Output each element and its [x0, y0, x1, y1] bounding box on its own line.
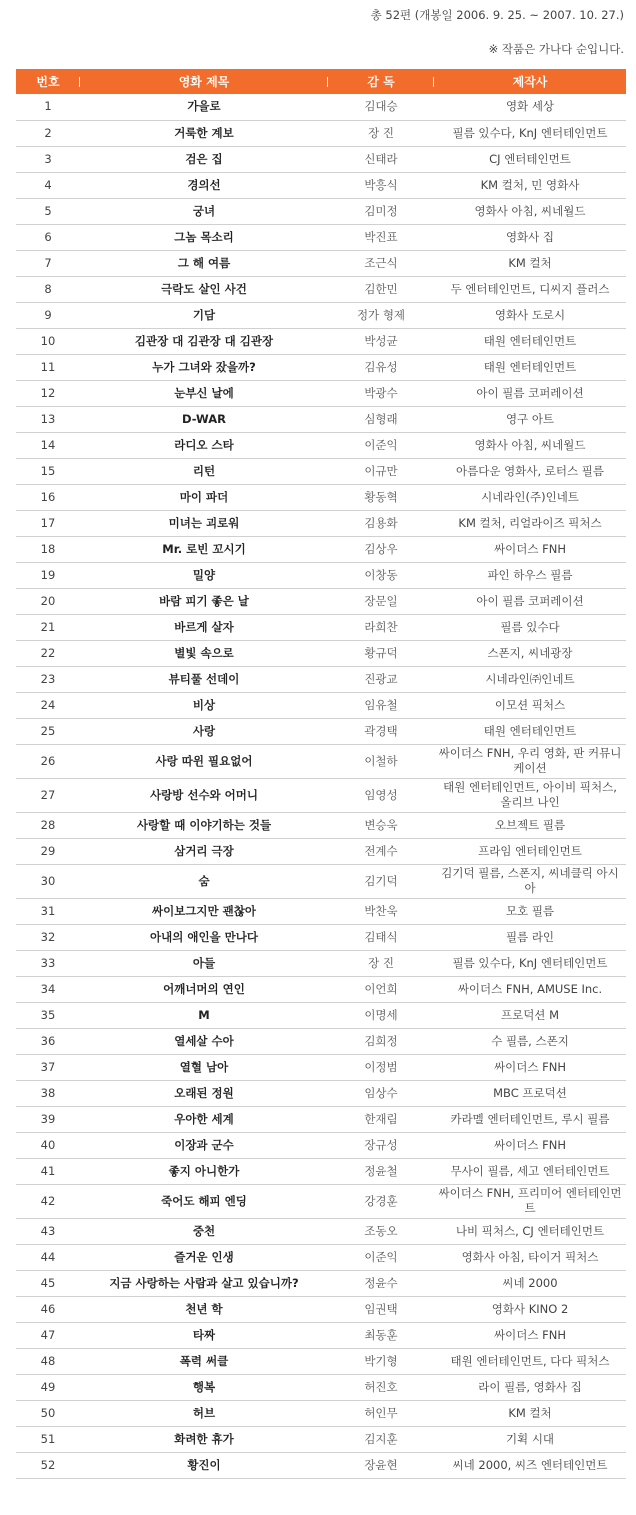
film-director: 심형래	[328, 406, 434, 432]
film-producer: 싸이더스 FNH	[434, 1132, 626, 1158]
film-director: 이정범	[328, 1054, 434, 1080]
film-director: 김상우	[328, 536, 434, 562]
film-producer: 영화사 도로시	[434, 302, 626, 328]
film-director: 이언희	[328, 976, 434, 1002]
film-number: 33	[16, 950, 80, 976]
film-producer: 영화사 아침, 씨네월드	[434, 198, 626, 224]
film-number: 44	[16, 1244, 80, 1270]
film-director: 김유성	[328, 354, 434, 380]
film-producer: 시네라인㈜인네트	[434, 666, 626, 692]
table-row	[16, 224, 626, 250]
film-number: 37	[16, 1054, 80, 1080]
table-row	[16, 562, 626, 588]
film-number: 5	[16, 198, 80, 224]
table-row	[16, 1322, 626, 1348]
table-row	[16, 1184, 626, 1218]
film-number: 52	[16, 1452, 80, 1478]
film-director: 이준익	[328, 432, 434, 458]
film-number: 12	[16, 380, 80, 406]
film-director: 전계수	[328, 838, 434, 864]
film-title: 사랑방 선수와 어머니	[80, 778, 328, 812]
table-row	[16, 1348, 626, 1374]
film-director: 박기형	[328, 1348, 434, 1374]
film-director: 박진표	[328, 224, 434, 250]
film-title: 아들	[80, 950, 328, 976]
film-producer: 싸이더스 FNH, AMUSE Inc.	[434, 976, 626, 1002]
film-producer: 무사이 필름, 세고 엔터테인먼트	[434, 1158, 626, 1184]
film-title: 비상	[80, 692, 328, 718]
table-row	[16, 950, 626, 976]
film-producer: 카라멜 엔터테인먼트, 루시 필름	[434, 1106, 626, 1132]
column-header-title-label: 영화 제목	[178, 75, 230, 89]
film-title: 극락도 살인 사건	[80, 276, 328, 302]
film-title: 검은 집	[80, 146, 328, 172]
film-title: 마이 파더	[80, 484, 328, 510]
table-row	[16, 1028, 626, 1054]
film-title: 중천	[80, 1218, 328, 1244]
film-director: 장 진	[328, 950, 434, 976]
film-title: 천년 학	[80, 1296, 328, 1322]
film-director: 정가 형제	[328, 302, 434, 328]
film-producer: 스폰지, 씨네광장	[434, 640, 626, 666]
film-director: 장윤현	[328, 1452, 434, 1478]
film-number: 45	[16, 1270, 80, 1296]
film-title: 별빛 속으로	[80, 640, 328, 666]
table-row	[16, 120, 626, 146]
film-number: 35	[16, 1002, 80, 1028]
film-number: 41	[16, 1158, 80, 1184]
film-title: 어깨너머의 연인	[80, 976, 328, 1002]
film-title: Mr. 로빈 꼬시기	[80, 536, 328, 562]
film-producer: 파인 하우스 필름	[434, 562, 626, 588]
film-number: 38	[16, 1080, 80, 1106]
film-title: D-WAR	[80, 406, 328, 432]
film-director: 강경훈	[328, 1184, 434, 1218]
film-producer: 시네라인(주)인네트	[434, 484, 626, 510]
film-title: 열혈 남아	[80, 1054, 328, 1080]
film-number: 13	[16, 406, 80, 432]
film-title: 싸이보그지만 괜찮아	[80, 898, 328, 924]
film-number: 18	[16, 536, 80, 562]
film-number: 48	[16, 1348, 80, 1374]
film-director: 정윤철	[328, 1158, 434, 1184]
table-row	[16, 380, 626, 406]
table-row	[16, 666, 626, 692]
film-director: 김기덕	[328, 864, 434, 898]
film-producer: 영화사 KINO 2	[434, 1296, 626, 1322]
film-producer: 필름 있수다, KnJ 엔터테인먼트	[434, 950, 626, 976]
film-director: 곽경택	[328, 718, 434, 744]
film-director: 장문일	[328, 588, 434, 614]
film-producer: 수 필름, 스폰지	[434, 1028, 626, 1054]
film-title: 오래된 정원	[80, 1080, 328, 1106]
film-number: 4	[16, 172, 80, 198]
column-header-producer	[434, 69, 626, 94]
film-director: 이철하	[328, 744, 434, 778]
film-director: 김희정	[328, 1028, 434, 1054]
table-row	[16, 1400, 626, 1426]
film-number: 26	[16, 744, 80, 778]
table-row	[16, 276, 626, 302]
film-director: 임유철	[328, 692, 434, 718]
table-row	[16, 614, 626, 640]
column-header-director-label: 감 독	[367, 75, 395, 89]
film-producer: 영화사 아침, 씨네월드	[434, 432, 626, 458]
film-director: 김미정	[328, 198, 434, 224]
table-row	[16, 432, 626, 458]
film-director: 허진호	[328, 1374, 434, 1400]
column-header-director	[328, 69, 434, 94]
film-number: 19	[16, 562, 80, 588]
film-title: 좋지 아니한가	[80, 1158, 328, 1184]
film-producer: 기획 시대	[434, 1426, 626, 1452]
film-producer: 싸이더스 FNH	[434, 1054, 626, 1080]
film-number: 14	[16, 432, 80, 458]
film-director: 박성균	[328, 328, 434, 354]
film-director: 이준익	[328, 1244, 434, 1270]
table-row	[16, 640, 626, 666]
table-row	[16, 778, 626, 812]
film-producer: 이모션 픽처스	[434, 692, 626, 718]
film-number: 50	[16, 1400, 80, 1426]
film-title: 이장과 군수	[80, 1132, 328, 1158]
film-producer: CJ 엔터테인먼트	[434, 146, 626, 172]
table-row	[16, 1452, 626, 1478]
film-producer: KM 컬처	[434, 1400, 626, 1426]
film-title: 타짜	[80, 1322, 328, 1348]
film-producer: 싸이더스 FNH	[434, 536, 626, 562]
film-number: 20	[16, 588, 80, 614]
film-producer: 태원 엔터테인먼트, 아이비 픽처스, 올리브 나인	[434, 778, 626, 812]
film-number: 30	[16, 864, 80, 898]
table-row	[16, 588, 626, 614]
film-number: 15	[16, 458, 80, 484]
table-row	[16, 536, 626, 562]
table-row	[16, 1158, 626, 1184]
film-director: 김대승	[328, 94, 434, 120]
film-number: 28	[16, 812, 80, 838]
film-title: 화려한 휴가	[80, 1426, 328, 1452]
film-title: 행복	[80, 1374, 328, 1400]
film-title: 즐거운 인생	[80, 1244, 328, 1270]
film-producer: 영화사 집	[434, 224, 626, 250]
film-director: 박광수	[328, 380, 434, 406]
film-director: 신태라	[328, 146, 434, 172]
film-director: 임상수	[328, 1080, 434, 1106]
film-producer: 태원 엔터테인먼트	[434, 354, 626, 380]
table-row	[16, 328, 626, 354]
film-producer: 태원 엔터테인먼트	[434, 328, 626, 354]
film-number: 2	[16, 120, 80, 146]
film-director: 변승욱	[328, 812, 434, 838]
table-row	[16, 744, 626, 778]
table-row	[16, 302, 626, 328]
film-producer: 두 엔터테인먼트, 디씨지 플러스	[434, 276, 626, 302]
film-number: 21	[16, 614, 80, 640]
film-producer: 필름 있수다	[434, 614, 626, 640]
film-title: 황진이	[80, 1452, 328, 1478]
film-number: 27	[16, 778, 80, 812]
film-director: 김한민	[328, 276, 434, 302]
film-producer: 필름 라인	[434, 924, 626, 950]
film-producer: 김기덕 필름, 스폰지, 씨네클릭 아시아	[434, 864, 626, 898]
film-director: 임권택	[328, 1296, 434, 1322]
film-number: 29	[16, 838, 80, 864]
film-producer: 라이 필름, 영화사 집	[434, 1374, 626, 1400]
film-producer: 오브젝트 필름	[434, 812, 626, 838]
film-producer: 태원 엔터테인먼트	[434, 718, 626, 744]
film-producer: 씨네 2000, 씨즈 엔터테인먼트	[434, 1452, 626, 1478]
film-title: 삼거리 극장	[80, 838, 328, 864]
table-row	[16, 924, 626, 950]
table-row	[16, 1374, 626, 1400]
table-row	[16, 406, 626, 432]
table-row	[16, 172, 626, 198]
film-number: 40	[16, 1132, 80, 1158]
film-count-summary: 총 52편 (개봉일 2006. 9. 25. ~ 2007. 10. 27.)	[370, 8, 624, 22]
film-number: 11	[16, 354, 80, 380]
film-director: 황규덕	[328, 640, 434, 666]
film-number: 6	[16, 224, 80, 250]
film-number: 9	[16, 302, 80, 328]
table-row	[16, 1426, 626, 1452]
column-header-producer-label: 제작사	[512, 75, 548, 89]
film-producer: KM 컬처, 민 영화사	[434, 172, 626, 198]
film-title: 밀양	[80, 562, 328, 588]
film-director: 라희찬	[328, 614, 434, 640]
table-row	[16, 510, 626, 536]
table-row	[16, 146, 626, 172]
film-director: 한재림	[328, 1106, 434, 1132]
film-director: 김용화	[328, 510, 434, 536]
table-row	[16, 458, 626, 484]
film-title: 미녀는 괴로워	[80, 510, 328, 536]
film-title: 경의선	[80, 172, 328, 198]
film-producer: KM 컬처, 리얼라이즈 픽처스	[434, 510, 626, 536]
film-producer: 싸이더스 FNH, 우리 영화, 판 커뮤니케이션	[434, 744, 626, 778]
film-producer: 영화사 아침, 타이거 픽처스	[434, 1244, 626, 1270]
table-row	[16, 864, 626, 898]
film-title: 바르게 살자	[80, 614, 328, 640]
table-row	[16, 718, 626, 744]
film-producer: KM 컬처	[434, 250, 626, 276]
film-number: 39	[16, 1106, 80, 1132]
film-title: 허브	[80, 1400, 328, 1426]
film-number: 51	[16, 1426, 80, 1452]
film-number: 17	[16, 510, 80, 536]
film-producer: 씨네 2000	[434, 1270, 626, 1296]
film-number: 23	[16, 666, 80, 692]
film-number: 31	[16, 898, 80, 924]
film-producer: 아이 필름 코퍼레이션	[434, 380, 626, 406]
film-director: 임영성	[328, 778, 434, 812]
film-director: 장규성	[328, 1132, 434, 1158]
column-header-number	[16, 69, 80, 94]
film-title: 김관장 대 김관장 대 김관장	[80, 328, 328, 354]
film-producer: 아름다운 영화사, 로터스 필름	[434, 458, 626, 484]
film-title: 궁녀	[80, 198, 328, 224]
film-title: 지금 사랑하는 사람과 살고 있습니까?	[80, 1270, 328, 1296]
film-title: 숨	[80, 864, 328, 898]
film-title: 가을로	[80, 94, 328, 120]
film-director: 장 진	[328, 120, 434, 146]
table-row	[16, 1132, 626, 1158]
film-producer: 아이 필름 코퍼레이션	[434, 588, 626, 614]
film-number: 34	[16, 976, 80, 1002]
film-number: 43	[16, 1218, 80, 1244]
film-title: 라디오 스타	[80, 432, 328, 458]
film-number: 36	[16, 1028, 80, 1054]
film-number: 8	[16, 276, 80, 302]
film-rows	[16, 94, 626, 1478]
table-row	[16, 198, 626, 224]
table-row	[16, 1270, 626, 1296]
film-producer: MBC 프로덕션	[434, 1080, 626, 1106]
film-title: 그놈 목소리	[80, 224, 328, 250]
film-number: 22	[16, 640, 80, 666]
column-header-title	[80, 69, 328, 94]
film-number: 46	[16, 1296, 80, 1322]
film-director: 김태식	[328, 924, 434, 950]
table-row	[16, 898, 626, 924]
film-title: 바람 피기 좋은 날	[80, 588, 328, 614]
film-director: 김지훈	[328, 1426, 434, 1452]
film-director: 박흥식	[328, 172, 434, 198]
table-row	[16, 1106, 626, 1132]
table-row	[16, 838, 626, 864]
film-title: M	[80, 1002, 328, 1028]
film-number: 47	[16, 1322, 80, 1348]
film-director: 최동훈	[328, 1322, 434, 1348]
film-list-table	[16, 69, 626, 1479]
table-row	[16, 692, 626, 718]
table-row	[16, 484, 626, 510]
film-producer: 나비 픽처스, CJ 엔터테인먼트	[434, 1218, 626, 1244]
film-number: 7	[16, 250, 80, 276]
sort-order-note: ※ 작품은 가나다 순입니다.	[488, 42, 624, 56]
film-producer: 영화 세상	[434, 94, 626, 120]
table-row	[16, 94, 626, 120]
film-director: 이규만	[328, 458, 434, 484]
film-number: 42	[16, 1184, 80, 1218]
film-title: 리턴	[80, 458, 328, 484]
film-title: 그 해 여름	[80, 250, 328, 276]
table-header-row	[16, 69, 626, 94]
film-title: 사랑	[80, 718, 328, 744]
film-number: 24	[16, 692, 80, 718]
film-producer: 싸이더스 FNH, 프리미어 엔터테인먼트	[434, 1184, 626, 1218]
table-row	[16, 1218, 626, 1244]
film-director: 박찬욱	[328, 898, 434, 924]
film-director: 조동오	[328, 1218, 434, 1244]
table-row	[16, 812, 626, 838]
film-title: 거룩한 계보	[80, 120, 328, 146]
table-row	[16, 976, 626, 1002]
film-title: 뷰티풀 선데이	[80, 666, 328, 692]
table-row	[16, 1244, 626, 1270]
film-number: 10	[16, 328, 80, 354]
table-row	[16, 1296, 626, 1322]
film-director: 황동혁	[328, 484, 434, 510]
table-row	[16, 354, 626, 380]
film-director: 허인무	[328, 1400, 434, 1426]
film-producer: 싸이더스 FNH	[434, 1322, 626, 1348]
film-producer: 영구 아트	[434, 406, 626, 432]
film-title: 사랑할 때 이야기하는 것들	[80, 812, 328, 838]
film-producer: 프라임 엔터테인먼트	[434, 838, 626, 864]
film-number: 32	[16, 924, 80, 950]
table-row	[16, 1054, 626, 1080]
table-row	[16, 1002, 626, 1028]
film-title: 누가 그녀와 잤을까?	[80, 354, 328, 380]
film-director: 이창동	[328, 562, 434, 588]
film-number: 3	[16, 146, 80, 172]
film-title: 사랑 따윈 필요없어	[80, 744, 328, 778]
film-title: 열세살 수아	[80, 1028, 328, 1054]
film-number: 16	[16, 484, 80, 510]
film-director: 이명세	[328, 1002, 434, 1028]
table-row	[16, 1080, 626, 1106]
film-title: 기담	[80, 302, 328, 328]
film-producer: 프로덕션 M	[434, 1002, 626, 1028]
film-title: 아내의 애인을 만나다	[80, 924, 328, 950]
film-number: 49	[16, 1374, 80, 1400]
film-director: 진광교	[328, 666, 434, 692]
film-producer: 모호 필름	[434, 898, 626, 924]
film-producer: 태원 엔터테인먼트, 다다 픽처스	[434, 1348, 626, 1374]
film-title: 폭력 써클	[80, 1348, 328, 1374]
column-header-number-label: 번호	[36, 75, 60, 89]
film-number: 25	[16, 718, 80, 744]
film-producer: 필름 있수다, KnJ 엔터테인먼트	[434, 120, 626, 146]
film-director: 조근식	[328, 250, 434, 276]
film-title: 눈부신 날에	[80, 380, 328, 406]
film-director: 정윤수	[328, 1270, 434, 1296]
film-title: 죽어도 해피 엔딩	[80, 1184, 328, 1218]
table-row	[16, 250, 626, 276]
film-title: 우아한 세계	[80, 1106, 328, 1132]
film-number: 1	[16, 94, 80, 120]
